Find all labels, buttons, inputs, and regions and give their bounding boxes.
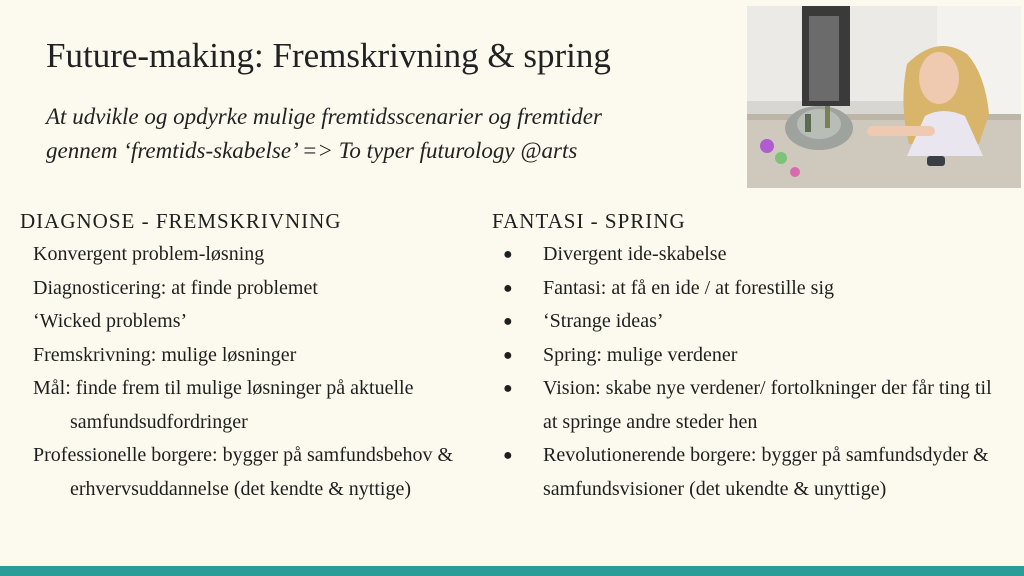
footer-bar [0, 566, 1024, 576]
photo-illustration [747, 6, 1021, 188]
left-column-heading: DIAGNOSE - FREMSKRIVNING [20, 209, 342, 233]
right-list [492, 238, 1002, 506]
list-item-text: Revolutionerende borgere: bygger på samfundsdyder & samfundsvisioner (det ukendte & unyttige) [543, 444, 989, 500]
list-item: ‘Wicked problems’ [33, 310, 188, 332]
list-item [492, 339, 1002, 373]
list-item [492, 305, 1002, 339]
right-column [492, 206, 1002, 506]
list-item [492, 372, 1002, 439]
bullet-icon: ● [503, 447, 513, 464]
bullet-icon: ● [503, 279, 513, 297]
list-item-text: Spring: mulige verdener [543, 343, 738, 366]
right-column-heading: FANTASI - SPRING [492, 209, 686, 233]
list-item: Konvergent problem-løsning [33, 243, 265, 265]
bullet-icon: ● [503, 346, 513, 364]
list-item-text: Vision: skabe nye verdener/ fortolkninger der får ting til at springe andre steder hen [543, 377, 992, 433]
left-column [20, 206, 480, 506]
list-item: Diagnosticering: at finde problemet [33, 276, 318, 299]
list-item: Professionelle borgere: bygger på samfundsbehov & erhvervsuddannelse (det kendte & nyttige) [33, 444, 454, 500]
list-item [492, 238, 1002, 272]
subtitle-line-1: At udvikle og opdyrke mulige fremtidsscenarier og fremtider [46, 104, 602, 129]
list-item [492, 439, 1002, 506]
list-item-text: Fantasi: at få en ide / at forestille sig [543, 276, 835, 299]
slide-title: Future-making: Fremskrivning & spring [46, 36, 611, 75]
bullet-icon: ● [503, 380, 513, 397]
list-item [492, 272, 1002, 306]
bullet-icon: ● [503, 313, 513, 330]
list-item: Mål: finde frem til mulige løsninger på aktuelle samfundsudfordringer [33, 377, 414, 433]
list-item-text: ‘Strange ideas’ [543, 310, 664, 332]
list-item-text: Divergent ide-skabelse [543, 243, 727, 265]
photo-child-with-robot [747, 6, 1021, 188]
bullet-icon: ● [503, 246, 513, 263]
left-list [20, 238, 480, 506]
subtitle-line-2: gennem ‘fremtids-skabelse’ => To typer futurology @arts [46, 138, 578, 163]
slide-subtitle [46, 100, 726, 168]
list-item: Fremskrivning: mulige løsninger [33, 343, 297, 366]
